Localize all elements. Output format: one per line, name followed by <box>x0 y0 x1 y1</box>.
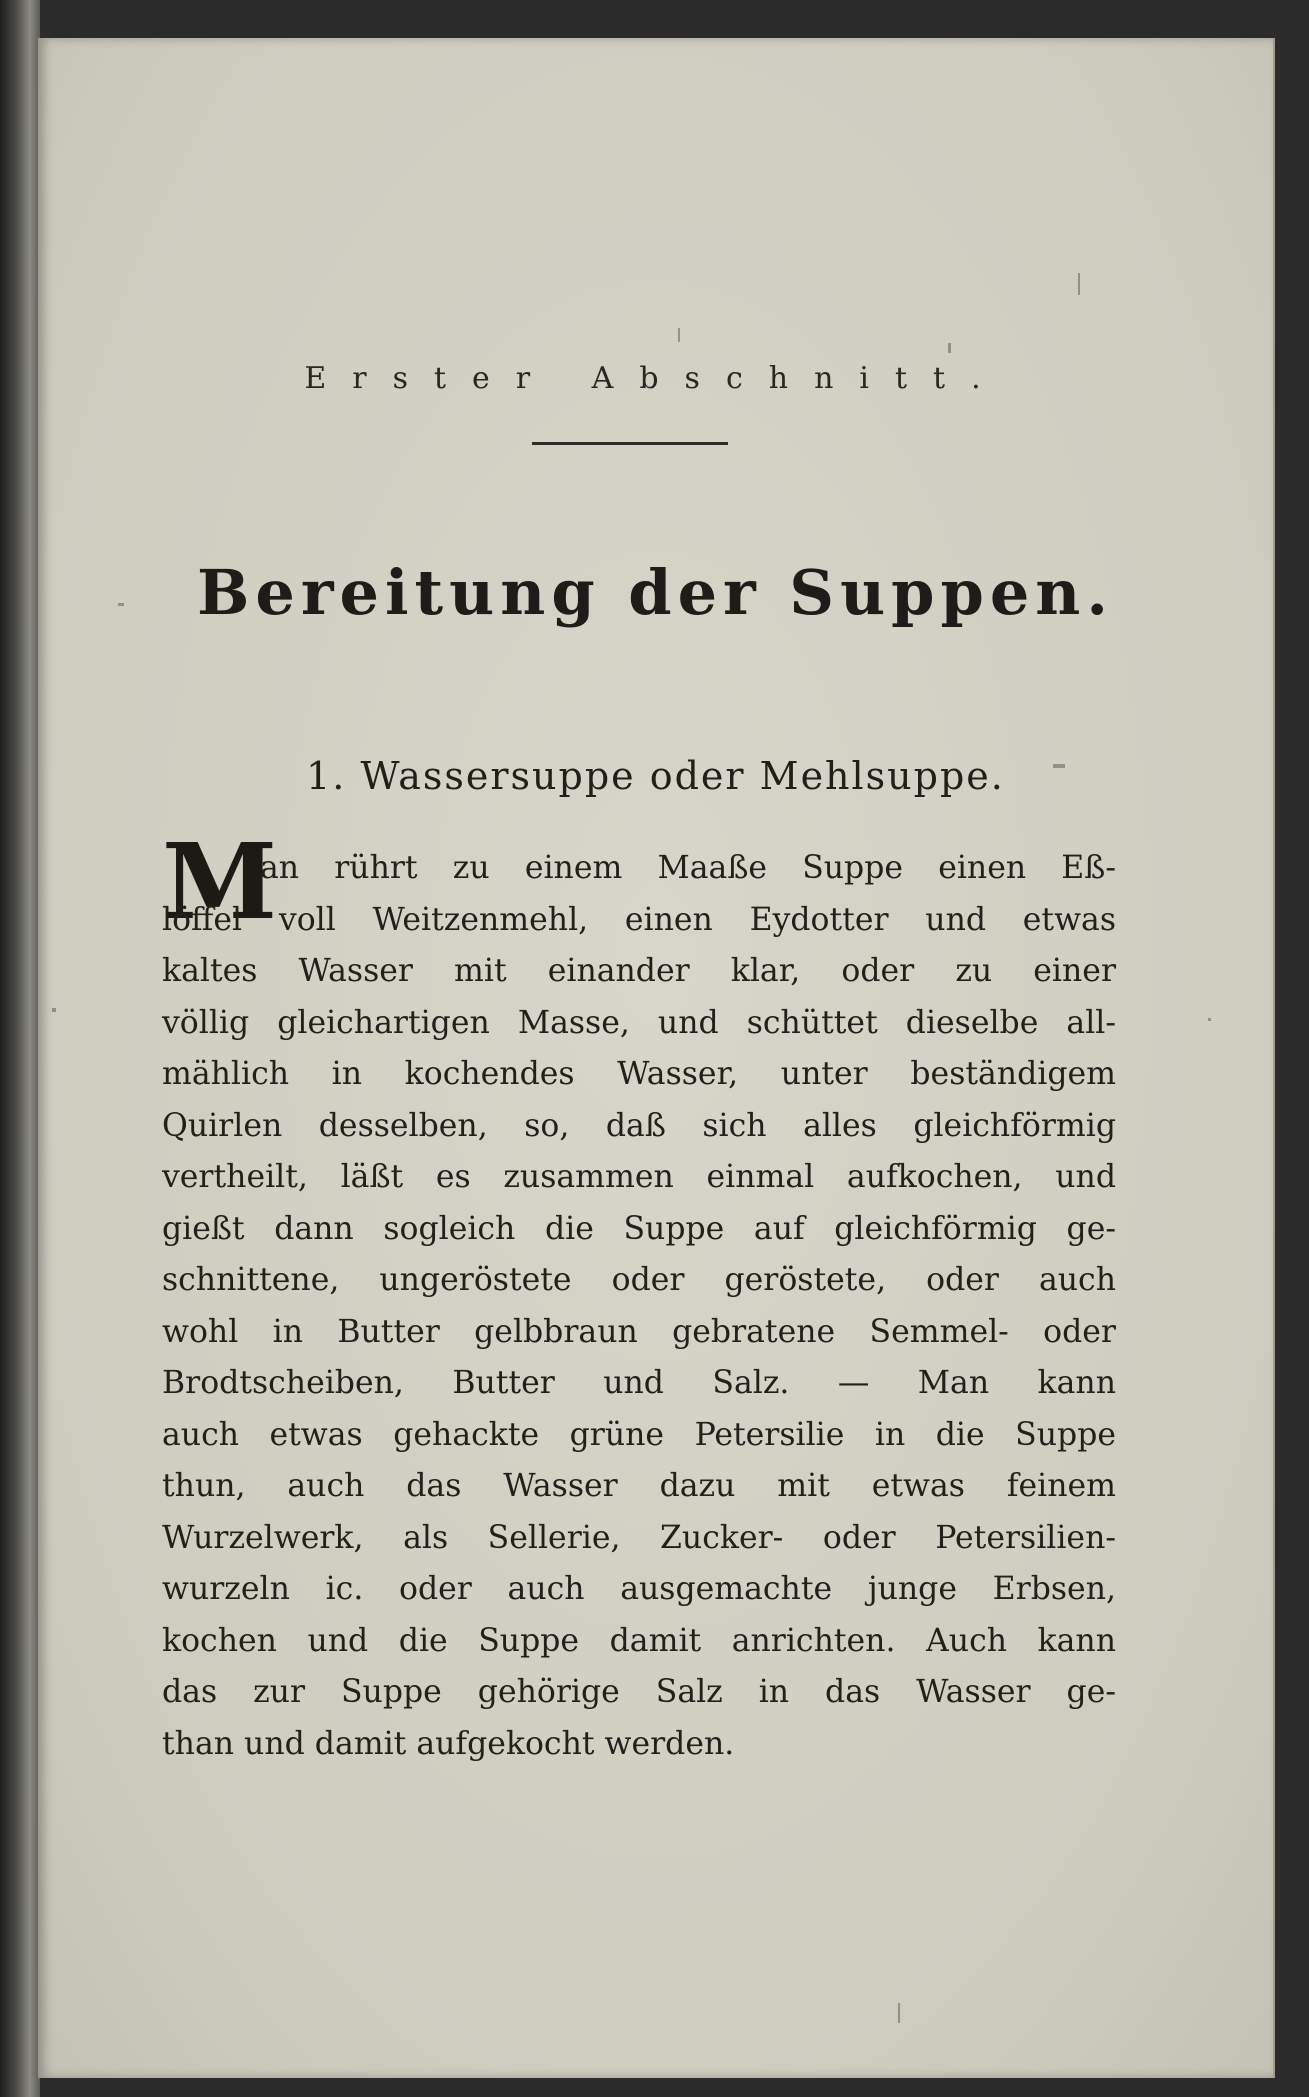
book-page <box>38 38 1275 2078</box>
recipe-title: 1. Wassersuppe oder Mehlsuppe. <box>306 754 1005 798</box>
text-line: vertheilt, läßt es zusammen einmal aufkochen, und <box>162 1159 1116 1195</box>
text-line: Quirlen desselben, so, daß sich alles gleichförmig <box>162 1107 1116 1144</box>
text-line: Wurzelwerk, als Sellerie, Zucker- oder Petersilien- <box>162 1519 1116 1556</box>
text-line: auch etwas gehackte grüne Petersilie in die Suppe <box>162 1416 1116 1453</box>
text-line: das zur Suppe gehörige Salz in das Wasser ge- <box>162 1674 1116 1710</box>
text-line: mählich in kochendes Wasser, unter beständigem <box>162 1056 1116 1092</box>
text-line: schnittene, ungeröstete oder geröstete, oder auch <box>162 1262 1116 1298</box>
text-line: kochen und die Suppe damit anrichten. Auch kann <box>162 1622 1116 1659</box>
chapter-title: Bereitung der Suppen. <box>197 556 1114 629</box>
text-line: an rührt zu einem Maaße Suppe einen Eß- <box>260 850 1116 886</box>
text-line: völlig gleichartigen Masse, und schüttet dieselbe all- <box>162 1004 1116 1041</box>
text-line: wurzeln ic. oder auch ausgemachte junge Erbsen, <box>162 1571 1116 1607</box>
text-line: than und damit aufgekocht werden. <box>162 1725 735 1762</box>
drop-cap: M <box>162 820 278 943</box>
book-binding <box>0 0 40 2097</box>
text-line: thun, auch das Wasser dazu mit etwas feinem <box>162 1468 1116 1504</box>
text-line: wohl in Butter gelbbraun gebratene Semmel- oder <box>162 1313 1116 1350</box>
text-line: gießt dann sogleich die Suppe auf gleichförmig ge- <box>162 1210 1116 1247</box>
recipe-body <box>162 843 1116 1770</box>
text-line: kaltes Wasser mit einander klar, oder zu einer <box>162 953 1116 989</box>
title-divider <box>532 442 728 445</box>
section-label: Erster Abschnitt. <box>304 361 1007 396</box>
text-line: löffel voll Weitzenmehl, einen Eydotter und etwas <box>162 901 1116 938</box>
text-line: Brodtscheiben, Butter und Salz. — Man kann <box>162 1365 1116 1401</box>
